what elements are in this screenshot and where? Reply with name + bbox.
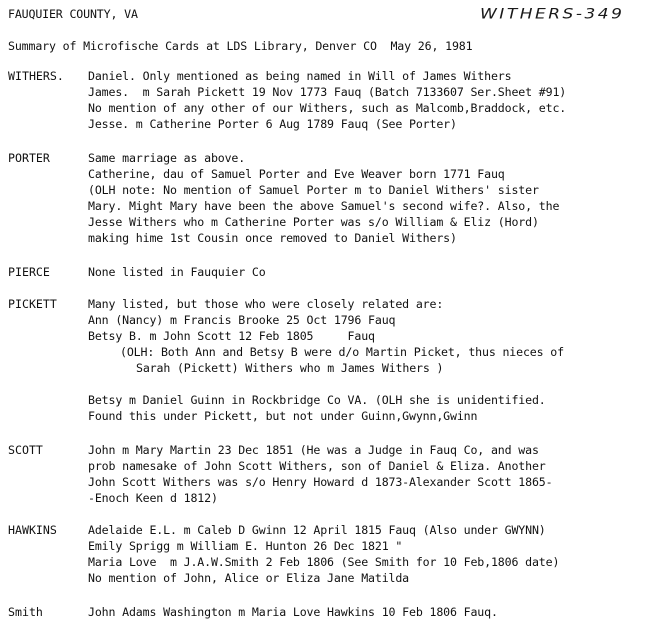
entry-line: prob namesake of John Scott Withers, son of Daniel & Eliza. Another (88, 459, 546, 473)
entry-line: None listed in Fauquier Co (88, 265, 266, 279)
section-body (88, 264, 266, 280)
entry-line: (OLH note: No mention of Samuel Porter m to Daniel Withers' sister (88, 183, 539, 197)
section-body (88, 296, 564, 424)
entry-line: James. m Sarah Pickett 19 Nov 1773 Fauq (Batch 7133607 Ser.Sheet #91) (88, 85, 567, 99)
entry-line: No mention of any other of our Withers, such as Malcomb,Braddock, etc. (88, 101, 567, 115)
entry-line: -Enoch Keen d 1812) (88, 491, 218, 505)
entry-line: (OLH: Both Ann and Betsy B were d/o Martin Picket, thus nieces of (120, 345, 564, 359)
county-heading: FAUQUIER COUNTY, VA (8, 7, 138, 21)
entry-line: Jesse. m Catherine Porter 6 Aug 1789 Fauq (See Porter) (88, 117, 457, 131)
entry-line: No mention of John, Alice or Eliza Jane Matilda (88, 571, 410, 585)
section-label: WITHERS. (8, 69, 64, 83)
entry-line: making hime 1st Cousin once removed to Daniel Withers) (88, 231, 457, 245)
section-label: PIERCE (8, 265, 50, 279)
entry-line: Many listed, but those who were closely related are: (88, 297, 444, 311)
entry-line: Ann (Nancy) m Francis Brooke 25 Oct 1796 Fauq (88, 313, 396, 327)
handwritten-file-reference: WITHERS-349 (480, 5, 625, 23)
section-body (88, 604, 498, 620)
entry-line: Adelaide E.L. m Caleb D Gwinn 12 April 1815 Fauq (Also under GWYNN) (88, 523, 546, 537)
entry-line: Same marriage as above. (88, 151, 246, 165)
section-body (88, 442, 552, 506)
section-label: Smith (8, 605, 43, 619)
summary-line: Summary of Microfische Cards at LDS Library, Denver CO May 26, 1981 (8, 39, 473, 53)
section-body (88, 68, 566, 132)
section-body (88, 150, 559, 246)
entry-line: Jesse Withers who m Catherine Porter was s/o William & Eliz (Hord) (88, 215, 539, 229)
entry-line: Betsy m Daniel Guinn in Rockbridge Co VA. (OLH she is unidentified. (88, 393, 546, 407)
entry-line: Betsy B. m John Scott 12 Feb 1805 Fauq (88, 329, 375, 343)
entry-line: John m Mary Martin 23 Dec 1851 (He was a Judge in Fauq Co, and was (88, 443, 539, 457)
section-body (88, 522, 559, 586)
entry-line: Found this under Pickett, but not under Guinn,Gwynn,Gwinn (88, 409, 478, 423)
entry-line: Emily Sprigg m William E. Hunton 26 Dec 1821 " (88, 539, 403, 553)
entry-line: John Scott Withers was s/o Henry Howard d 1873-Alexander Scott 1865- (88, 475, 553, 489)
entry-line: Daniel. Only mentioned as being named in Will of James Withers (88, 69, 512, 83)
entry-line: John Adams Washington m Maria Love Hawkins 10 Feb 1806 Fauq. (88, 605, 498, 619)
section-label: PORTER (8, 151, 50, 165)
entry-line: Mary. Might Mary have been the above Samuel's second wife?. Also, the (88, 199, 560, 213)
section-label: PICKETT (8, 297, 57, 311)
section-label: HAWKINS (8, 523, 57, 537)
entry-line: Catherine, dau of Samuel Porter and Eve Weaver born 1771 Fauq (88, 167, 505, 181)
entry-line: Sarah (Pickett) Withers who m James Withers ) (136, 361, 444, 375)
section-label: SCOTT (8, 443, 43, 457)
entry-line: Maria Love m J.A.W.Smith 2 Feb 1806 (See Smith for 10 Feb,1806 date) (88, 555, 560, 569)
